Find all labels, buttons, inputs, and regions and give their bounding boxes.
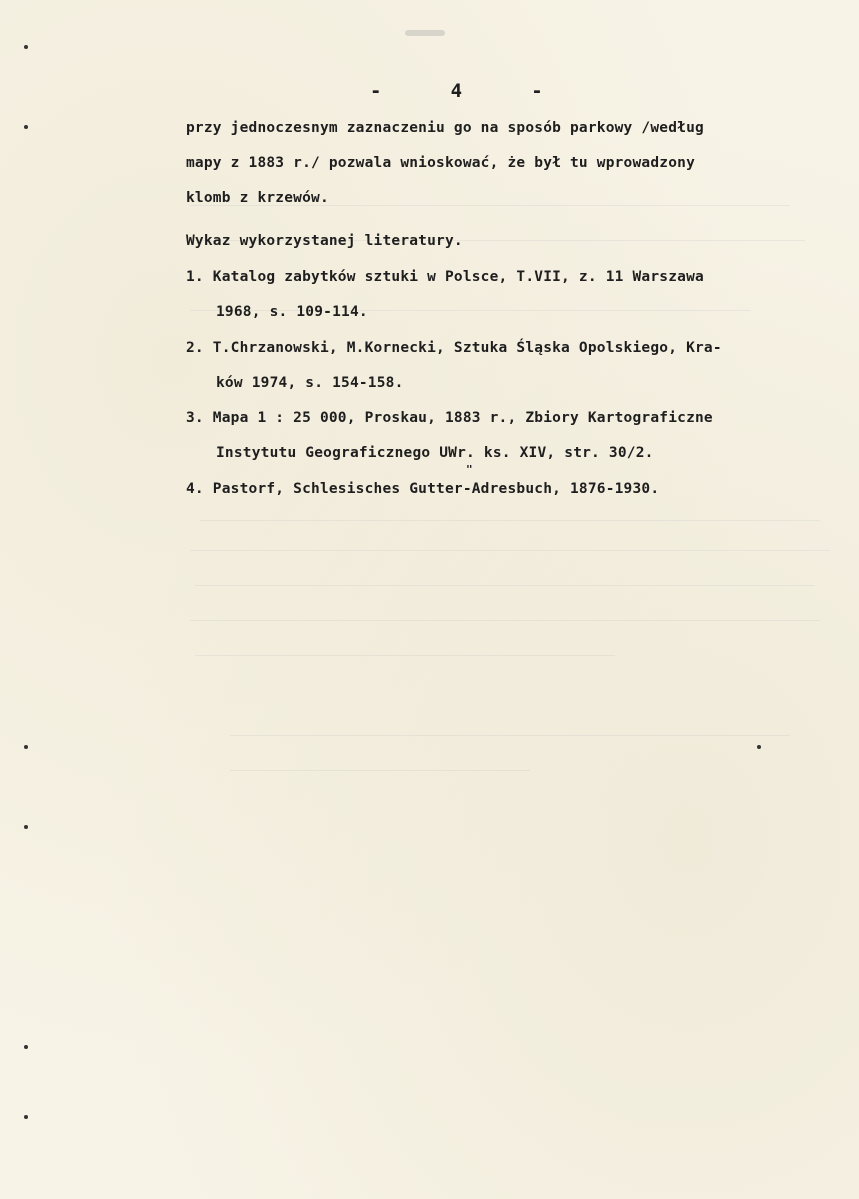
literature-entry-line: 2. T.Chrzanowski, M.Kornecki, Sztuka Śląska Opolskiego, Kra- [186, 340, 722, 356]
bleed-through-line [190, 620, 820, 621]
margin-dot [24, 1115, 28, 1119]
bleed-through-line [230, 770, 530, 771]
literature-entry-line: 1968, s. 109-114. [216, 304, 368, 320]
margin-dot [24, 45, 28, 49]
literature-entry-line: 1. Katalog zabytków sztuki w Polsce, T.VII, z. 11 Warszawa [186, 269, 704, 285]
margin-dot [24, 125, 28, 129]
page-number: - 4 - [370, 80, 545, 102]
typed-umlaut-mark: " [466, 463, 473, 476]
bleed-through-line [200, 520, 820, 521]
bleed-through-line [195, 585, 815, 586]
literature-entry-line: 3. Mapa 1 : 25 000, Proskau, 1883 r., Zbiory Kartograficzne [186, 410, 713, 426]
bleed-through-line [190, 550, 830, 551]
bleed-through-line [230, 735, 790, 736]
literature-entry-line: 4. Pastorf, Schlesisches Gutter-Adresbuch, 1876-1930. [186, 481, 660, 497]
paragraph-line: przy jednoczesnym zaznaczeniu go na sposób parkowy /według [186, 120, 704, 136]
margin-dot [757, 745, 761, 749]
paragraph-line: klomb z krzewów. [186, 190, 329, 206]
literature-entry-line: Instytutu Geograficznego UWr. ks. XIV, str. 30/2. [216, 445, 654, 461]
literature-heading: Wykaz wykorzystanej literatury. [186, 233, 463, 249]
margin-dot [24, 1045, 28, 1049]
margin-dot [24, 745, 28, 749]
paragraph-line: mapy z 1883 r./ pozwala wnioskować, że był tu wprowadzony [186, 155, 695, 171]
margin-dot [24, 825, 28, 829]
bleed-through-line [195, 655, 615, 656]
staple-mark [405, 30, 445, 36]
literature-entry-line: ków 1974, s. 154-158. [216, 375, 404, 391]
